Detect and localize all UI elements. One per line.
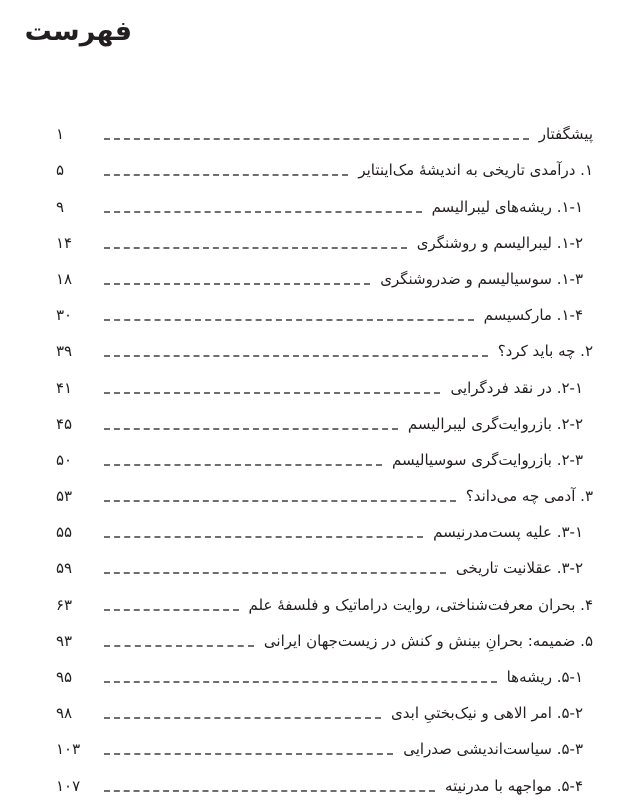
toc-entry-title: ۴. بحران معرفت‌شناختی، روایت دراماتیک و فلسفهٔ علم xyxy=(248,595,593,614)
toc-entry[interactable] xyxy=(56,184,593,220)
toc-page-number: ۵ xyxy=(56,161,65,180)
dotted-leader xyxy=(104,138,529,140)
dotted-leader xyxy=(104,572,446,574)
toc-entry[interactable] xyxy=(56,257,593,293)
toc-entry[interactable] xyxy=(56,655,593,691)
toc-page-number: ۵۵ xyxy=(56,523,73,542)
toc-entry-title: ۱-۲. لیبرالیسم و روشنگری xyxy=(416,233,583,252)
toc-entry-title: ۲. چه باید کرد؟ xyxy=(497,342,593,361)
toc-page-number: ۹ xyxy=(56,197,65,216)
dotted-leader xyxy=(104,790,435,792)
page-title: فهرست xyxy=(24,16,132,47)
toc-entry[interactable] xyxy=(56,365,593,401)
dotted-leader xyxy=(104,174,348,176)
toc-entry[interactable] xyxy=(56,329,593,365)
dotted-leader xyxy=(104,753,393,755)
toc-entry-title: ۳-۱. علیه پست‌مدرنیسم xyxy=(433,523,583,542)
dotted-leader xyxy=(104,536,423,538)
toc-page-number: ۵۳ xyxy=(56,487,73,506)
toc-entry[interactable] xyxy=(56,727,593,763)
toc-page-number: ۳۹ xyxy=(56,342,73,361)
toc-page-number: ۴۵ xyxy=(56,414,73,433)
toc-page-number: ۳۰ xyxy=(56,306,73,325)
toc-page-number: ۱۰۷ xyxy=(56,776,81,795)
toc-entry[interactable] xyxy=(56,619,593,655)
toc-entry[interactable] xyxy=(56,221,593,257)
toc-entry-title: ۲-۲. بازروایت‌گری لیبرالیسم xyxy=(407,414,583,433)
table-of-contents xyxy=(56,112,593,800)
toc-page-number: ۹۸ xyxy=(56,704,73,723)
toc-entry-title: ۵-۱. ریشه‌ها xyxy=(506,668,583,686)
dotted-leader xyxy=(104,500,456,502)
dotted-leader xyxy=(104,645,254,647)
dotted-leader xyxy=(104,211,422,213)
toc-entry-title: ۵-۲. امر الاهی و نیک‌بختیِ ابدی xyxy=(391,704,583,723)
toc-entry-title: ۲-۱. در نقد فردگرایی xyxy=(450,378,583,397)
toc-entry[interactable] xyxy=(56,582,593,618)
toc-entry[interactable] xyxy=(56,474,593,510)
toc-entry-title: ۳-۲. عقلانیت تاریخی xyxy=(455,559,583,578)
toc-page-number: ۵۰ xyxy=(56,450,73,469)
toc-entry-title: ۱. درآمدی تاریخی به اندیشهٔ مک‌اینتایر xyxy=(358,161,593,180)
toc-entry[interactable] xyxy=(56,293,593,329)
toc-entry[interactable] xyxy=(56,510,593,546)
dotted-leader xyxy=(104,283,370,285)
toc-page-number: ۱۴ xyxy=(56,233,73,252)
toc-entry[interactable] xyxy=(56,438,593,474)
toc-entry[interactable] xyxy=(56,691,593,727)
toc-page-number: ۹۳ xyxy=(56,631,73,650)
dotted-leader xyxy=(104,609,239,611)
dotted-leader xyxy=(104,392,440,394)
toc-entry-title: ۱-۴. مارکسیسم xyxy=(483,306,583,325)
toc-page-number: ۹۵ xyxy=(56,668,73,686)
toc-entry[interactable] xyxy=(56,148,593,184)
toc-entry-title: ۱-۱. ریشه‌های لیبرالیسم xyxy=(431,197,583,216)
toc-page-number: ۶۳ xyxy=(56,595,73,614)
toc-entry-title: ۵. ضمیمه: بحرانِ بینش و کنش در زیست‌جهان ایرانی xyxy=(263,631,593,650)
toc-entry-title: ۵-۴. مواجهه با مدرنیته xyxy=(445,776,583,795)
dotted-leader xyxy=(104,247,407,249)
toc-page-number: ۱ xyxy=(56,125,65,144)
dotted-leader xyxy=(104,428,398,430)
toc-entry[interactable] xyxy=(56,402,593,438)
toc-entry-title: ۱-۳. سوسیالیسم و ضدروشنگری xyxy=(380,269,583,288)
toc-entry[interactable] xyxy=(56,112,593,148)
toc-page-number: ۱۰۳ xyxy=(56,740,81,759)
toc-entry[interactable] xyxy=(56,763,593,799)
dotted-leader xyxy=(104,355,488,357)
dotted-leader xyxy=(104,319,474,321)
dotted-leader xyxy=(104,717,381,719)
toc-page-number: ۵۹ xyxy=(56,559,73,578)
toc-entry-title: ۳. آدمی چه می‌داند؟ xyxy=(465,487,593,506)
toc-entry-title: ۵-۳. سیاست‌اندیشی صدرایی xyxy=(403,740,583,759)
dotted-leader xyxy=(104,681,497,683)
dotted-leader xyxy=(104,464,382,466)
toc-entry-title: ۲-۳. بازروایت‌گری سوسیالیسم xyxy=(392,450,583,469)
toc-entry[interactable] xyxy=(56,546,593,582)
toc-page-number: ۱۸ xyxy=(56,269,73,288)
toc-entry-title: پیشگفتار xyxy=(538,125,593,144)
toc-page-number: ۴۱ xyxy=(56,378,73,397)
